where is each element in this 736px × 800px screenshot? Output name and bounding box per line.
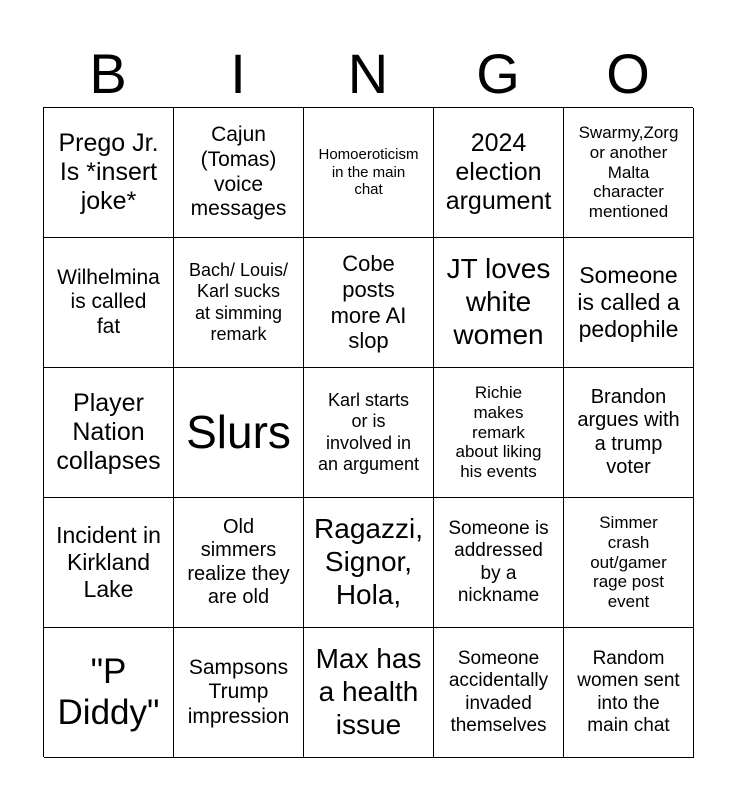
cell-text: Old simmers realize they are old (187, 515, 290, 608)
bingo-cell-free[interactable] (174, 368, 304, 498)
cell-text: Random women sent into the main chat (577, 648, 680, 736)
cell-text: Sampsons Trump impression (187, 655, 290, 728)
cell-text: "P Diddy" (57, 651, 160, 732)
bingo-cell[interactable] (434, 238, 564, 368)
cell-text: 2024 election argument (445, 128, 552, 216)
header-letter-i: I (230, 42, 246, 105)
bingo-header (43, 44, 693, 104)
bingo-cell[interactable] (434, 628, 564, 758)
cell-text: Cobe posts more AI slop (330, 251, 407, 354)
bingo-cell[interactable] (304, 628, 434, 758)
cell-text: Prego Jr. Is *insert joke* (58, 128, 159, 216)
bingo-cell[interactable] (564, 368, 694, 498)
cell-text: Someone accidentally invaded themselves (448, 648, 549, 736)
cell-text: Homoeroticism in the main chat (318, 146, 419, 199)
cell-text: Cajun (Tomas) voice messages (190, 123, 287, 221)
cell-text: Bach/ Louis/ Karl sucks at simming remark (188, 260, 289, 344)
cell-text: Player Nation collapses (56, 388, 161, 476)
cell-text: Incident in Kirkland Lake (56, 522, 161, 602)
bingo-cell[interactable] (174, 238, 304, 368)
bingo-cell[interactable] (434, 108, 564, 238)
bingo-cell[interactable] (564, 628, 694, 758)
bingo-cell[interactable] (304, 368, 434, 498)
cell-text: Richie makes remark about liking his events (455, 382, 542, 482)
bingo-cell[interactable] (434, 498, 564, 628)
cell-text: Someone is called a pedophile (577, 262, 680, 342)
bingo-cell[interactable] (304, 108, 434, 238)
bingo-cell[interactable] (44, 498, 174, 628)
bingo-cell[interactable] (564, 498, 694, 628)
cell-text: Ragazzi, Signor, Hola, (314, 513, 423, 610)
bingo-grid (43, 107, 693, 757)
cell-text: Simmer crash out/gamer rage post event (590, 512, 667, 612)
header-letter-o: O (606, 42, 650, 105)
bingo-cell[interactable] (44, 238, 174, 368)
cell-text: Wilhelmina is called fat (57, 265, 160, 338)
bingo-cell[interactable] (304, 498, 434, 628)
bingo-cell[interactable] (44, 628, 174, 758)
bingo-cell[interactable] (564, 108, 694, 238)
bingo-cell[interactable] (434, 368, 564, 498)
header-letter-g: G (476, 42, 520, 105)
cell-text: Swarmy,Zorg or another Malta character mentioned (578, 122, 679, 222)
header-letter-n: N (347, 42, 389, 105)
cell-text: Max has a health issue (315, 643, 422, 740)
cell-text: Slurs (186, 405, 291, 458)
cell-text: JT loves white women (446, 253, 551, 350)
bingo-cell[interactable] (564, 238, 694, 368)
bingo-cell[interactable] (174, 108, 304, 238)
bingo-cell[interactable] (44, 108, 174, 238)
cell-text: Someone is addressed by a nickname (448, 518, 549, 606)
cell-text: Karl starts or is involved in an argument (317, 390, 420, 474)
bingo-cell[interactable] (174, 498, 304, 628)
bingo-cell[interactable] (304, 238, 434, 368)
bingo-cell[interactable] (174, 628, 304, 758)
header-letter-b: B (89, 42, 127, 105)
bingo-cell[interactable] (44, 368, 174, 498)
cell-text: Brandon argues with a trump voter (577, 385, 680, 478)
